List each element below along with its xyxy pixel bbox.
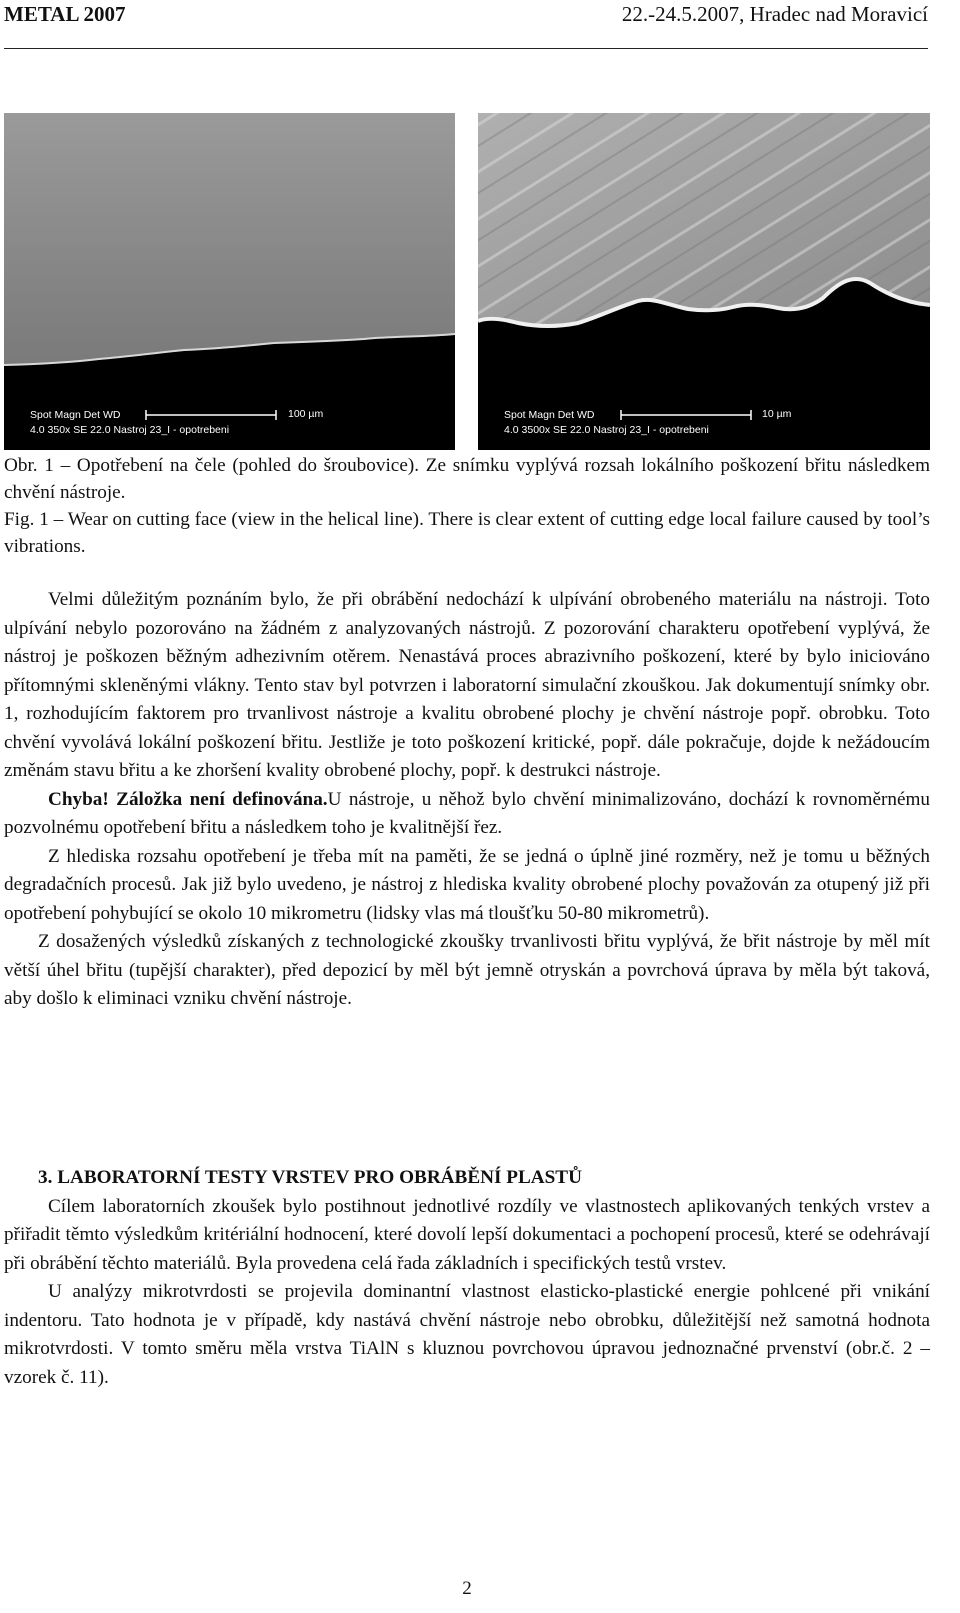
page-number: 2 bbox=[462, 1578, 472, 1599]
caption-english: Fig. 1 – Wear on cutting face (view in the helical line). There is clear extent of cutting edge local failure caused by tool’s vibrations. bbox=[4, 509, 930, 557]
paragraph-2 bbox=[4, 786, 930, 843]
header-rule bbox=[4, 48, 928, 49]
section-paragraph-2: U analýzy mikrotvrdosti se projevila dominantní vlastnost elasticko-plastické energie pohlcené při vnikání indentoru. Tato hodnota je v případě, kdy nastává chvění nástroje nebo obrobku, důležitější než samotná hodnota mikrotvrdosti. V tomto směru měla vrstva TiAlN s kluznou povrchovou úpravou jednoznačné prvenství (obr.č. 2 – vzorek č. 11). bbox=[4, 1281, 930, 1388]
conference-date-place: 22.-24.5.2007, Hradec nad Moravicí bbox=[621, 2, 928, 26]
paragraph-2-text: U nástroje, u něhož bylo chvění minimalizováno, dochází k rovnoměrnému pozvolnému opotřebení břitu a následkem toho je kvalitnější řez. bbox=[4, 788, 930, 838]
caption-czech: Obr. 1 – Opotřebení na čele (pohled do šroubovice). Ze snímku vyplývá rozsah lokálního poškození břitu následkem chvění nástroje. bbox=[4, 455, 930, 503]
sem-right-label-line1: Spot Magn Det WD bbox=[504, 409, 595, 421]
sem-left-label-line1: Spot Magn Det WD bbox=[30, 409, 121, 421]
paragraph-4: Z dosažených výsledků získaných z technologické zkoušky trvanlivosti břitu vyplývá, že břit nástroje by měl mít větší úhel břitu (tupější charakter), před depozicí by měl být jemně otryskán a povrchová úprava by měla být taková, aby došlo k eliminaci vzniku chvění nástroje. bbox=[4, 931, 930, 1009]
figure-caption bbox=[4, 452, 930, 560]
sem-left-scale: 100 µm bbox=[288, 408, 324, 420]
paragraph-3: Z hlediska rozsahu opotřebení je třeba mít na paměti, že se jedná o úplně jiné rozměry, než je tomu u běžných degradačních procesů. Jak již bylo uvedeno, je nástroj z hlediska kvality obrobené plochy považován za otupený již při opotřebení pohybující se okolo 10 mikrometru (lidsky vlas má tloušťku 50-80 mikrometrů). bbox=[4, 845, 930, 924]
sem-right-label-line2: 4.0 3500x SE 22.0 Nastroj 23_I - opotrebeni bbox=[504, 424, 709, 436]
sem-left-label-line2: 4.0 350x SE 22.0 Nastroj 23_I - opotrebeni bbox=[30, 424, 230, 436]
sem-image-right bbox=[478, 113, 930, 450]
sem-right-scale: 10 µm bbox=[762, 408, 792, 420]
sem-image-left-graphic bbox=[4, 113, 455, 450]
conference-name: METAL 2007 bbox=[4, 2, 126, 26]
section-title: 3. LABORATORNÍ TESTY VRSTEV PRO OBRÁBĚNÍ PLASTŮ bbox=[38, 1167, 582, 1188]
sem-image-left bbox=[4, 113, 455, 450]
section-3 bbox=[4, 1146, 930, 1392]
section-paragraph-1: Cílem laboratorních zkoušek bylo postihnout jednotlivé rozdíly ve vlastnostech aplikovaných tenkých vrstev a přiřadit těmto výsledkům kritériální hodnocení, které dovolí lepší dokumentaci a pochopení procesů, které se odehrávají při obrábění těchto materiálů. Byla provedena celá řada základních i specifických testů vrstev. bbox=[4, 1195, 930, 1274]
body-text bbox=[4, 586, 930, 1014]
bookmark-error: Chyba! Záložka není definována. bbox=[48, 788, 328, 810]
page-header bbox=[4, 0, 928, 48]
paragraph-1: Velmi důležitým poznáním bylo, že při obrábění nedochází k ulpívání obrobeného materiálu na nástroji. Toto ulpívání nebylo pozorováno na žádném z analyzovaných nástrojů. Z pozorování charakteru opotřebení vyplývá, že nástroj je poškozen běžným adhezivním otěrem. Nenastává proces abrazivního poškození, které by bylo iniciováno přítomnými skleněnými vlákny. Tento stav byl potvrzen i laboratorní simulační zkouškou. Jak dokumentují snímky obr. 1, rozhodujícím faktorem pro trvanlivost nástroje a kvalitu obrobené plochy je chvění nástroje popř. obrobku. Toto chvění vyvolává lokální poškození břitu. Jestliže je toto poškození kritické, popř. dále pokračuje, dojde k nežádoucím změnám stavu břitu a ke zhoršení kvality obrobené plochy, popř. k destrukci nástroje. bbox=[4, 589, 930, 781]
sem-image-right-graphic bbox=[478, 113, 930, 450]
